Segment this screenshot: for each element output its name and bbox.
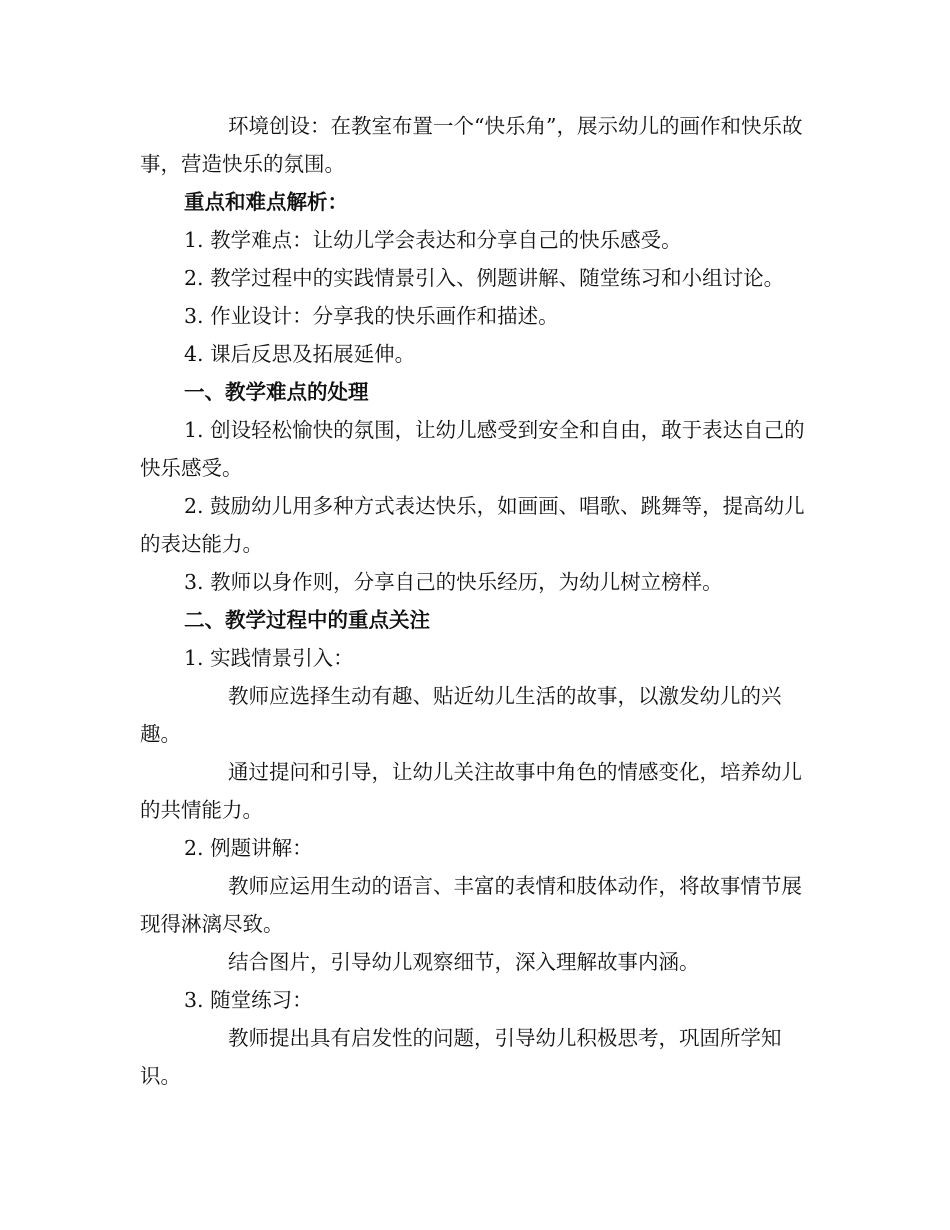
list-item: 2. 教学过程中的实践情景引入、例题讲解、随堂练习和小组讨论。 <box>184 266 785 290</box>
section-heading-process-focus: 二、教学过程中的重点关注 <box>184 608 430 632</box>
paragraph: 教师应选择生动有趣、贴近幼儿生活的故事，以激发幼儿的兴趣。 <box>140 684 782 746</box>
paragraph: 结合图片，引导幼儿观察细节，深入理解故事内涵。 <box>228 950 700 974</box>
list-item: 1. 创设轻松愉快的氛围，让幼儿感受到安全和自由，敢于表达自己的快乐感受。 <box>140 418 805 480</box>
list-item: 2. 例题讲解： <box>184 836 313 860</box>
paragraph-environment-setup: 环境创设：在教室布置一个“快乐角”，展示幼儿的画作和快乐故事，营造快乐的氛围。 <box>140 114 803 176</box>
list-item: 3. 作业设计：分享我的快乐画作和描述。 <box>184 304 559 328</box>
list-item: 1. 教学难点：让幼儿学会表达和分享自己的快乐感受。 <box>184 228 682 252</box>
list-item: 3. 随堂练习： <box>184 988 313 1012</box>
paragraph: 教师应运用生动的语言、丰富的表情和肢体动作，将故事情节展现得淋漓尽致。 <box>140 874 802 936</box>
document-body <box>140 107 812 1095</box>
list-item: 1. 实践情景引入： <box>184 646 354 670</box>
list-item: 4. 课后反思及拓展延伸。 <box>184 342 416 366</box>
list-item: 3. 教师以身作则，分享自己的快乐经历，为幼儿树立榜样。 <box>184 570 723 594</box>
heading-key-difficult-points: 重点和难点解析： <box>184 190 348 214</box>
section-heading-difficulty-handling: 一、教学难点的处理 <box>184 380 369 404</box>
paragraph: 通过提问和引导，让幼儿关注故事中角色的情感变化，培养幼儿的共情能力。 <box>140 760 802 822</box>
list-item: 2. 鼓励幼儿用多种方式表达快乐，如画画、唱歌、跳舞等，提高幼儿的表达能力。 <box>140 494 805 556</box>
paragraph: 教师提出具有启发性的问题，引导幼儿积极思考，巩固所学知识。 <box>140 1026 782 1088</box>
